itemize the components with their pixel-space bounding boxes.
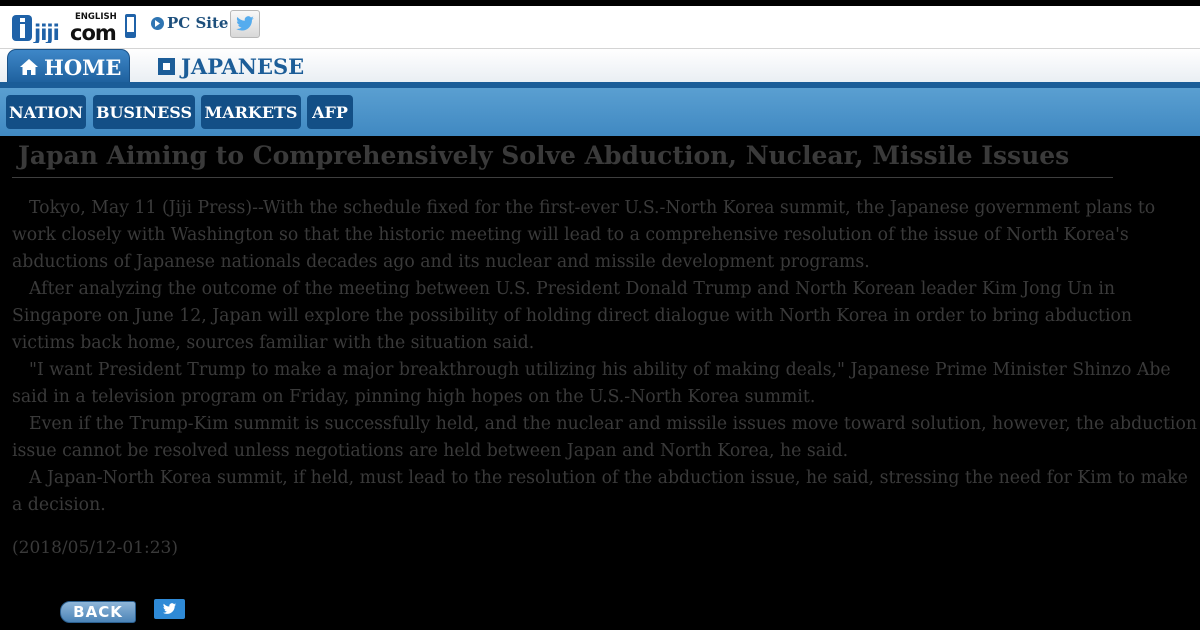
arrow-circle-icon [151,17,164,30]
tab-home-label: HOME [44,54,122,80]
article-title: Japan Aiming to Comprehensively Solve Abduction, Nuclear, Missile Issues [18,141,1070,170]
pc-site-link[interactable] [151,14,228,32]
back-button[interactable]: BACK [60,601,136,623]
title-divider [12,177,1113,178]
twitter-bird-icon [235,16,255,32]
tab-japanese[interactable] [158,52,304,80]
tab-home[interactable] [7,49,130,84]
category-markets[interactable]: MARKETS [201,95,301,129]
article-body [12,195,1200,519]
category-nav [0,88,1200,136]
article-timestamp: (2018/05/12-01:23) [12,538,178,558]
square-bullet-icon [158,58,175,75]
article-paragraph: Tokyo, May 11 (Jiji Press)--With the schedule fixed for the first-ever U.S.-North Korea summit, the Japanese government plans to work closely with Washington so that the historic meeting will lead to a comprehensive resolution of the issue of North Korea's abductions of Japanese nationals decades ago and its nuclear and missile development programs. [12,198,1156,272]
article-paragraph: "I want President Trump to make a major breakthrough utilizing his ability of making deals," Japanese Prime Minister Shinzo Abe said in a television program on Friday, pinning high hopes on the U.S.-North Korea summit. [12,360,1171,407]
site-header [0,6,1200,48]
category-business[interactable]: BUSINESS [93,95,195,129]
logo-english-label: ENGLISH [75,12,117,22]
article-paragraph: Even if the Trump-Kim summit is successfully held, and the nuclear and missile issues move toward solution, however, the abduction issue cannot be resolved unless negotiations are held between Japan and North Korea, he said. [12,414,1197,461]
category-afp[interactable]: AFP [307,95,353,129]
twitter-bird-icon [162,603,177,615]
article-paragraph: A Japan-North Korea summit, if held, must lead to the resolution of the abduction issue, he said, stressing the need for Kim to make a decision. [12,468,1188,515]
article-paragraph: After analyzing the outcome of the meeting between U.S. President Donald Trump and North Korean leader Kim Jong Un in Singapore on June 12, Japan will explore the possibility of holding direct dialogue with North Korea in order to bring abduction victims back home, sources familiar with the situation said. [12,279,1133,353]
category-nation[interactable]: NATION [6,95,86,129]
main-tab-bar [0,48,1200,83]
home-icon [20,59,38,75]
jijicom-english-logo[interactable] [12,9,138,43]
twitter-share-button[interactable] [154,599,185,619]
tab-japanese-label: JAPANESE [181,53,305,79]
pc-site-label: PC Site [167,14,229,32]
svg-text:com: com [70,21,116,43]
svg-text:jiji: jiji [34,21,59,43]
twitter-button[interactable] [230,10,260,38]
